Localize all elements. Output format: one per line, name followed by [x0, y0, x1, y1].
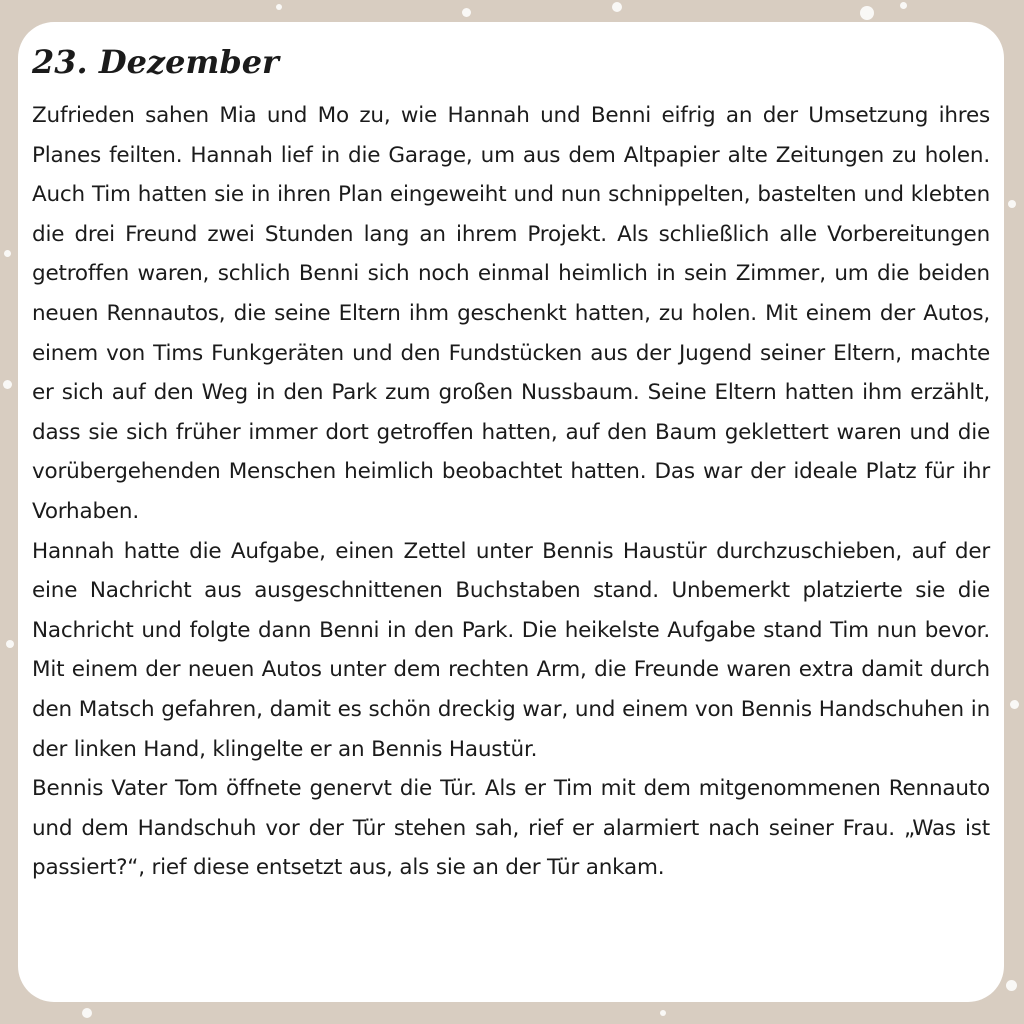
snow-dot — [860, 6, 874, 20]
snow-dot — [1008, 200, 1016, 208]
snow-dot — [1010, 700, 1019, 709]
page-title: 23. Dezember — [32, 43, 279, 81]
snow-dot — [276, 4, 282, 10]
snow-dot — [612, 2, 622, 12]
story-paragraph: Zufrieden sahen Mia und Mo zu, wie Hannah und Benni eifrig an der Umsetzung ihres Planes feilten. Hannah lief in die Garage, um aus dem Altpapier alte Zeitungen zu holen. Auch Tim hatten sie in ihren Plan eingeweiht und nun schnippelten, bastelten und klebten die drei Freund zwei Stunden lang an ihrem Projekt. Als schließlich alle Vorbereitungen getroffen waren, schlich Benni sich noch einmal heimlich in sein Zimmer, um die beiden neuen Rennautos, die seine Eltern ihm geschenkt hatten, zu holen. Mit einem der Autos, einem von Tims Funkgeräten und den Fundstücken aus der Jugend seiner Eltern, machte er sich auf den Weg in den Park zum großen Nussbaum. Seine Eltern hatten ihm erzählt, dass sie sich früher immer dort getroffen hatten, auf den Baum geklettert waren und die vorübergehenden Menschen heimlich beobachtet hatten. Das war der ideale Platz für ihr Vorhaben. — [32, 103, 990, 524]
snow-dot — [4, 250, 11, 257]
snow-dot — [660, 1010, 666, 1016]
story-paragraph: Hannah hatte die Aufgabe, einen Zettel unter Bennis Haustür durchzuschieben, auf der eine Nachricht aus ausgeschnittenen Buchstaben stand. Unbemerkt platzierte sie die Nachricht und folgte dann Benni in den Park. Die heikelste Aufgabe stand Tim nun bevor. Mit einem der neuen Autos unter dem rechten Arm, die Freunde waren extra damit durch den Matsch gefahren, damit es schön dreckig war, und einem von Bennis Handschuhen in der linken Hand, klingelte er an Bennis Haustür. — [32, 538, 990, 762]
snow-dot — [1006, 980, 1017, 991]
snow-dot — [462, 8, 471, 17]
story-text — [32, 96, 990, 888]
snow-dot — [900, 2, 907, 9]
snow-dot — [82, 1008, 92, 1018]
story-card — [18, 22, 1004, 1002]
snow-dot — [6, 640, 14, 648]
story-paragraph: Bennis Vater Tom öffnete genervt die Tür. Als er Tim mit dem mitgenommenen Rennauto und dem Handschuh vor der Tür stehen sah, rief er alarmiert nach seiner Frau. „Was ist passiert?“, rief diese entsetzt aus, als sie an der Tür ankam. — [32, 776, 990, 881]
snow-dot — [3, 380, 12, 389]
